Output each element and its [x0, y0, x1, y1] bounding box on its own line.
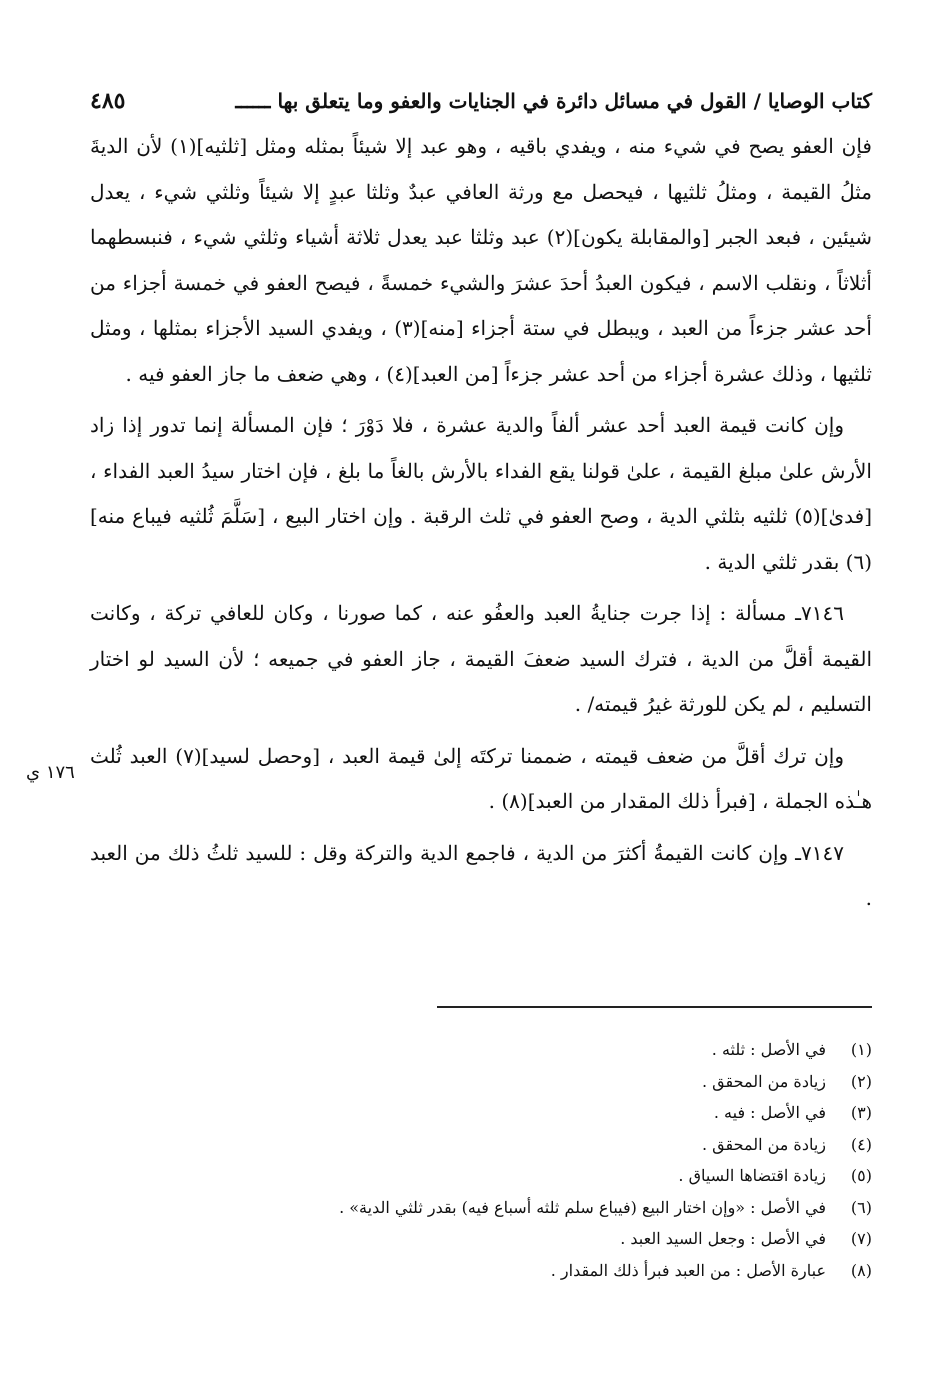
footnote-text: زيادة اقتضاها السياق . — [678, 1166, 826, 1185]
footnote — [152, 1034, 872, 1066]
footnote-number: (٥) — [850, 1166, 872, 1185]
footnote-number: (٢) — [850, 1071, 872, 1091]
footnote-text: زيادة من المحقق . — [702, 1134, 826, 1154]
margin-manuscript-reference: ١٧٦ ي — [26, 762, 75, 783]
running-header — [90, 84, 872, 118]
footnote — [152, 1255, 872, 1287]
footnote — [152, 1097, 872, 1129]
footnote-text: في الأصل : «وإن اختار البيع (فيباع سلم ثلثه أسباع فيه) بقدر ثلثي الدية» . — [339, 1197, 826, 1217]
header-title: كتاب الوصايا / القول في مسائل دائرة في الجنايات والعفو وما يتعلق بها ــــــ — [235, 89, 872, 113]
footnote — [152, 1192, 872, 1224]
footnote-number: (٤) — [850, 1134, 872, 1154]
footnote-text: في الأصل : وجعل السيد العبد . — [620, 1229, 826, 1248]
paragraph-4: وإن ترك أقلَّ من ضعف قيمته ، ضممنا تركتَه إلىٰ قيمة العبد ، [وحصل لسيد](٧) العبد ثُلث هـٰذه الجملة ، [فبرأ ذلك المقدار من العبد](٨) . — [90, 743, 872, 813]
footnote — [152, 1160, 872, 1192]
footnote-number: (٨) — [850, 1260, 872, 1280]
footnote-text: في الأصل : ثلثه . — [711, 1040, 826, 1059]
page-body — [90, 84, 872, 922]
footnote-separator — [437, 1006, 872, 1008]
footnote — [152, 1223, 872, 1255]
paragraph-5-issue-7147: ٧١٤٧ـ وإن كانت القيمةُ أكثرَ من الدية ، فاجمع الدية والتركة وقل : للسيد ثلثُ ذلك من العبد . — [90, 840, 872, 910]
footnote-text: في الأصل : فيه . — [713, 1103, 826, 1122]
paragraph-2: وإن كانت قيمة العبد أحد عشر ألفاً والدية عشرة ، فلا دَوْرَ ؛ فإن المسألة إنما تدور إذا زاد الأرش علىٰ مبلغ القيمة ، علىٰ قولنا يقع الفداء بالأرش بالغاً ما بلغ ، فإن اختار سيدُ العبد الفداء ، [فدىٰ](٥) ثلثيه بثلثي الدية ، وصح العفو في ثلث الرقبة . وإن اختار البيع ، [سَلَّمَ ثُلثيه فيباع منه](٦) بقدر ثلثي الدية . — [90, 413, 872, 574]
footnotes — [152, 1034, 872, 1286]
footnote-number: (٣) — [850, 1103, 872, 1122]
page-number: ٤٨٥ — [90, 88, 126, 114]
footnote-number: (٦) — [850, 1197, 872, 1217]
paragraph-1: فإن العفو يصح في شيء منه ، ويفدي باقيه ، وهو عبد إلا شيئاً بمثله ومثل [ثلثيه](١) لأن الديةَ مثلُ القيمة ، ومثلُ ثلثيها ، فيحصل مع ورثة العافي عبدٌ وثلثا عبدٍ إلا شيئاً وثلثي شيء ، يعدل شيئين ، فبعد الجبر [والمقابلة يكون](٢) عبد وثلثا عبد يعدل ثلاثة أشياء وثلثي شيء ، فنبسطهما أثلاثاً ، ونقلب الاسم ، فيكون العبدُ أحدَ عشرَ والشيء خمسةً ، فيصح العفو في خمسة أجزاء من أحد عشر جزءاً من العبد ، ويبطل في ستة أجزاء [منه](٣) ، ويفدي السيد الأجزاء بمثلها ، ومثل ثلثيها ، وذلك عشرة أجزاء من أحد عشر جزءاً [من العبد](٤) ، وهي ضعف ما جاز العفو فيه . — [90, 134, 873, 386]
footnote-number: (٧) — [850, 1229, 872, 1248]
footnote-text: عبارة الأصل : من العبد فبرأ ذلك المقدار . — [550, 1260, 826, 1280]
footnote — [152, 1066, 872, 1098]
paragraph-3-issue-7146: ٧١٤٦ـ مسألة : إذا جرت جنايةُ العبد والعفُو عنه ، كما صورنا ، وكان للعافي تركة ، وكانت القيمة أقلَّ من الدية ، فترك السيد ضعفَ القيمة ، جاز العفو في جميعه ؛ لأن السيد لو اختار التسليم ، لم يكن للورثة غيرُ قيمته/ . — [90, 601, 872, 716]
footnote-number: (١) — [850, 1040, 872, 1059]
footnote-text: زيادة من المحقق . — [702, 1071, 826, 1091]
footnote — [152, 1129, 872, 1161]
